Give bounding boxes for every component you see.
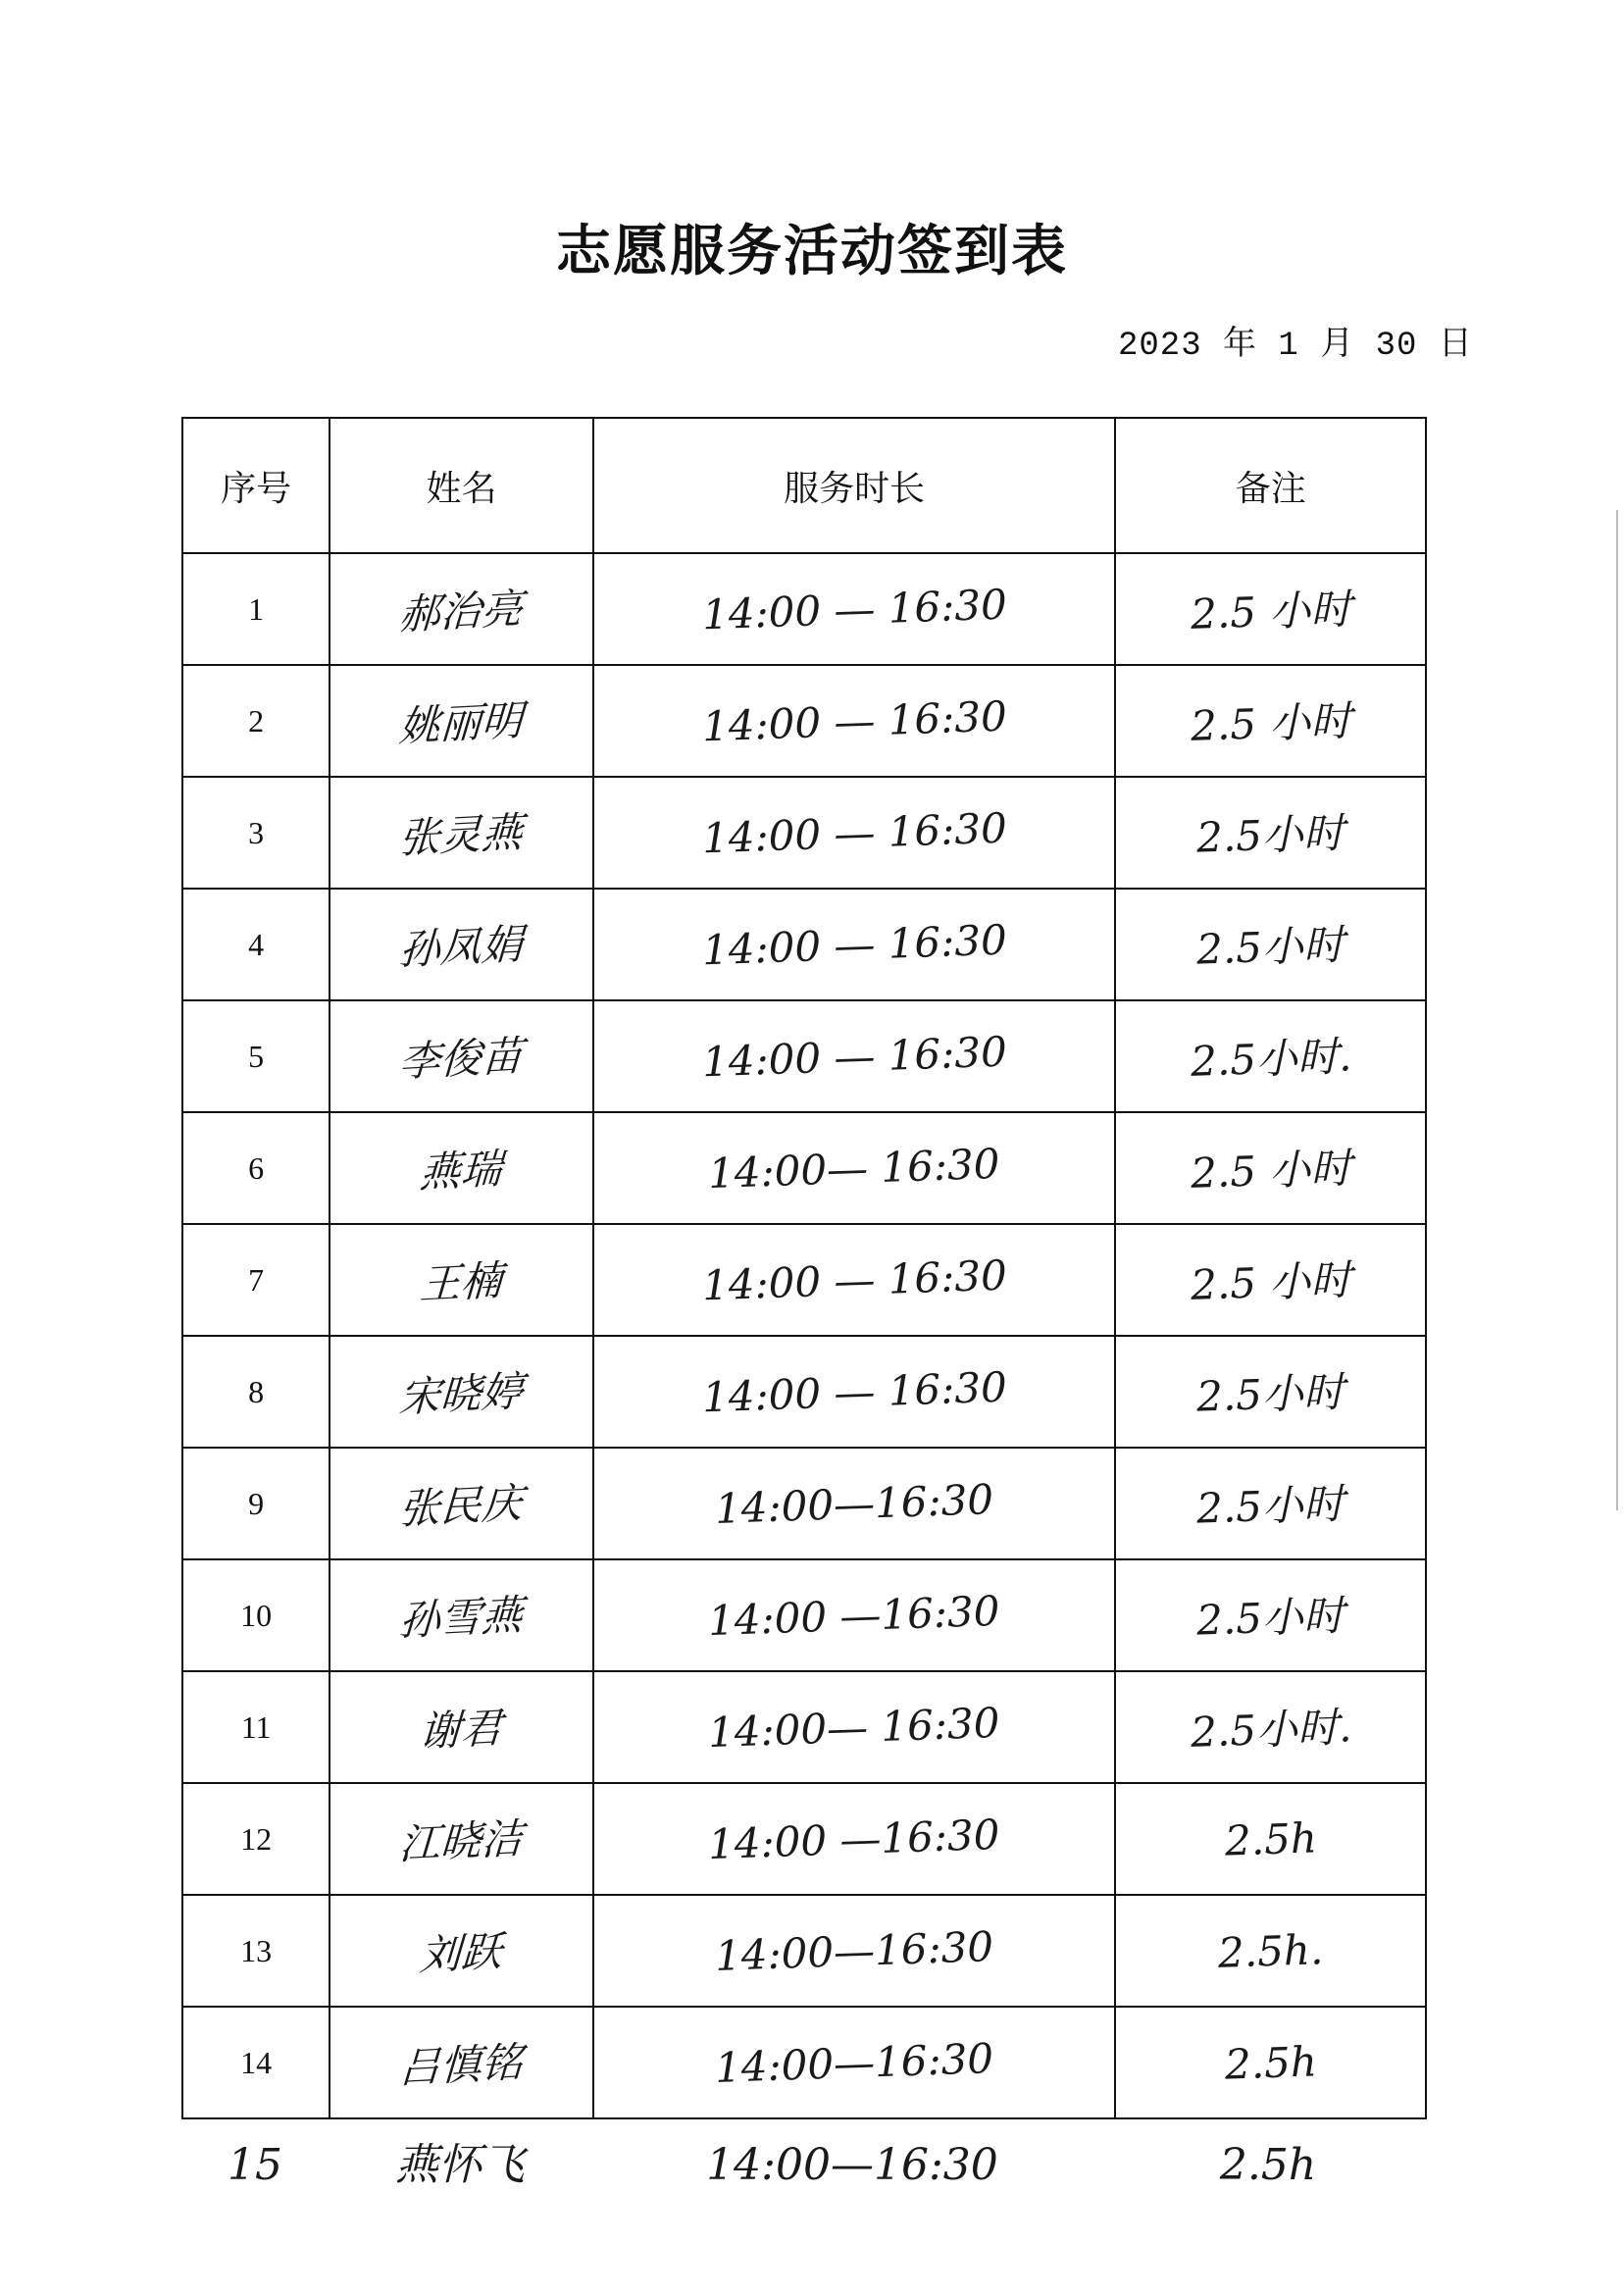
row-note: 2.5小时 xyxy=(1195,808,1346,862)
row-note: 2.5 小时 xyxy=(1189,696,1352,750)
table-row xyxy=(182,1336,1426,1448)
table-row xyxy=(182,889,1426,1000)
row-time: 14:00— 16:30 xyxy=(707,1698,1001,1757)
row-time: 14:00 — 16:30 xyxy=(700,1362,1008,1421)
row-time: 14:00—16:30 xyxy=(714,2033,994,2092)
row-no: 8 xyxy=(182,1336,330,1448)
row-time: 14:00 — 16:30 xyxy=(700,915,1008,974)
row-name-signature: 谢君 xyxy=(419,1703,504,1757)
row-time: 14:00 — 16:30 xyxy=(700,1250,1008,1309)
row-time: 14:00— 16:30 xyxy=(707,1139,1001,1198)
row-no: 14 xyxy=(182,2007,330,2118)
row-name-signature: 孙雪燕 xyxy=(398,1590,525,1646)
extra-row-note: 2.5h xyxy=(1219,2140,1317,2190)
row-no: 11 xyxy=(182,1671,330,1783)
row-no: 13 xyxy=(182,1895,330,2007)
table-row xyxy=(182,1671,1426,1783)
row-time: 14:00—16:30 xyxy=(714,1921,994,1980)
row-name-signature: 张民庆 xyxy=(398,1478,525,1534)
extra-row-time: 14:00—16:30 xyxy=(706,2140,998,2190)
header-name: 姓名 xyxy=(330,418,592,553)
row-no: 10 xyxy=(182,1559,330,1671)
table-row xyxy=(182,1559,1426,1671)
row-name-signature: 郝治亮 xyxy=(398,584,525,639)
row-no: 7 xyxy=(182,1224,330,1336)
row-no: 2 xyxy=(182,665,330,777)
row-time: 14:00 —16:30 xyxy=(707,1810,1001,1868)
sign-in-table xyxy=(181,417,1427,2119)
row-name-signature: 燕瑞 xyxy=(419,1144,504,1198)
table-row xyxy=(182,1783,1426,1895)
table-row xyxy=(182,1448,1426,1559)
row-name-signature: 江晓洁 xyxy=(398,1813,525,1869)
row-name-signature: 张灵燕 xyxy=(398,807,525,863)
table-row xyxy=(182,665,1426,777)
row-time: 14:00 — 16:30 xyxy=(700,803,1008,862)
row-note: 2.5h xyxy=(1223,2036,1318,2089)
row-time: 14:00 — 16:30 xyxy=(700,1027,1008,1086)
row-no: 5 xyxy=(182,1000,330,1112)
header-time: 服务时长 xyxy=(593,418,1116,553)
header-note: 备注 xyxy=(1115,418,1426,553)
table-row xyxy=(182,777,1426,889)
row-note: 2.5小时. xyxy=(1189,1032,1352,1086)
table-row xyxy=(182,553,1426,665)
table-row xyxy=(182,1895,1426,2007)
row-note: 2.5h. xyxy=(1217,1924,1325,1977)
row-no: 12 xyxy=(182,1783,330,1895)
row-name-signature: 刘跃 xyxy=(419,1926,504,1980)
row-time: 14:00 — 16:30 xyxy=(700,691,1008,750)
extra-row-name-signature: 燕怀飞 xyxy=(395,2140,525,2190)
row-time: 14:00 —16:30 xyxy=(707,1586,1001,1645)
row-note: 2.5小时 xyxy=(1195,1591,1346,1645)
row-time: 14:00—16:30 xyxy=(714,1474,994,1533)
table-row xyxy=(182,1000,1426,1112)
row-note: 2.5 小时 xyxy=(1189,1255,1352,1309)
table-header-row xyxy=(182,418,1426,553)
table-row xyxy=(182,1224,1426,1336)
row-name-signature: 吕慎铭 xyxy=(398,2037,525,2093)
row-note: 2.5 小时 xyxy=(1189,585,1352,638)
scan-edge-mark xyxy=(1616,510,1618,1510)
row-no: 4 xyxy=(182,889,330,1000)
row-note: 2.5 小时 xyxy=(1189,1144,1352,1198)
row-no: 9 xyxy=(182,1448,330,1559)
row-name-signature: 王楠 xyxy=(419,1255,504,1309)
extra-row-no: 15 xyxy=(228,2140,282,2190)
row-note: 2.5小时 xyxy=(1195,1367,1346,1421)
header-no: 序号 xyxy=(182,418,330,553)
document-title: 志愿服务活动签到表 xyxy=(556,220,1068,283)
table-row xyxy=(182,1112,1426,1224)
row-no: 3 xyxy=(182,777,330,889)
row-note: 2.5小时. xyxy=(1189,1703,1352,1757)
row-name-signature: 李俊苗 xyxy=(398,1031,525,1087)
row-no: 1 xyxy=(182,553,330,665)
row-name-signature: 孙凤娟 xyxy=(398,919,525,975)
row-note: 2.5小时 xyxy=(1195,1479,1346,1533)
row-name-signature: 宋晓婷 xyxy=(398,1366,525,1422)
row-name-signature: 姚丽明 xyxy=(398,695,525,751)
row-time: 14:00 — 16:30 xyxy=(700,580,1008,638)
document-date: 2023 年 1 月 30 日 xyxy=(1118,328,1473,365)
row-no: 6 xyxy=(182,1112,330,1224)
row-note: 2.5小时 xyxy=(1195,920,1346,974)
table-row xyxy=(182,2007,1426,2118)
row-note: 2.5h xyxy=(1223,1812,1318,1865)
